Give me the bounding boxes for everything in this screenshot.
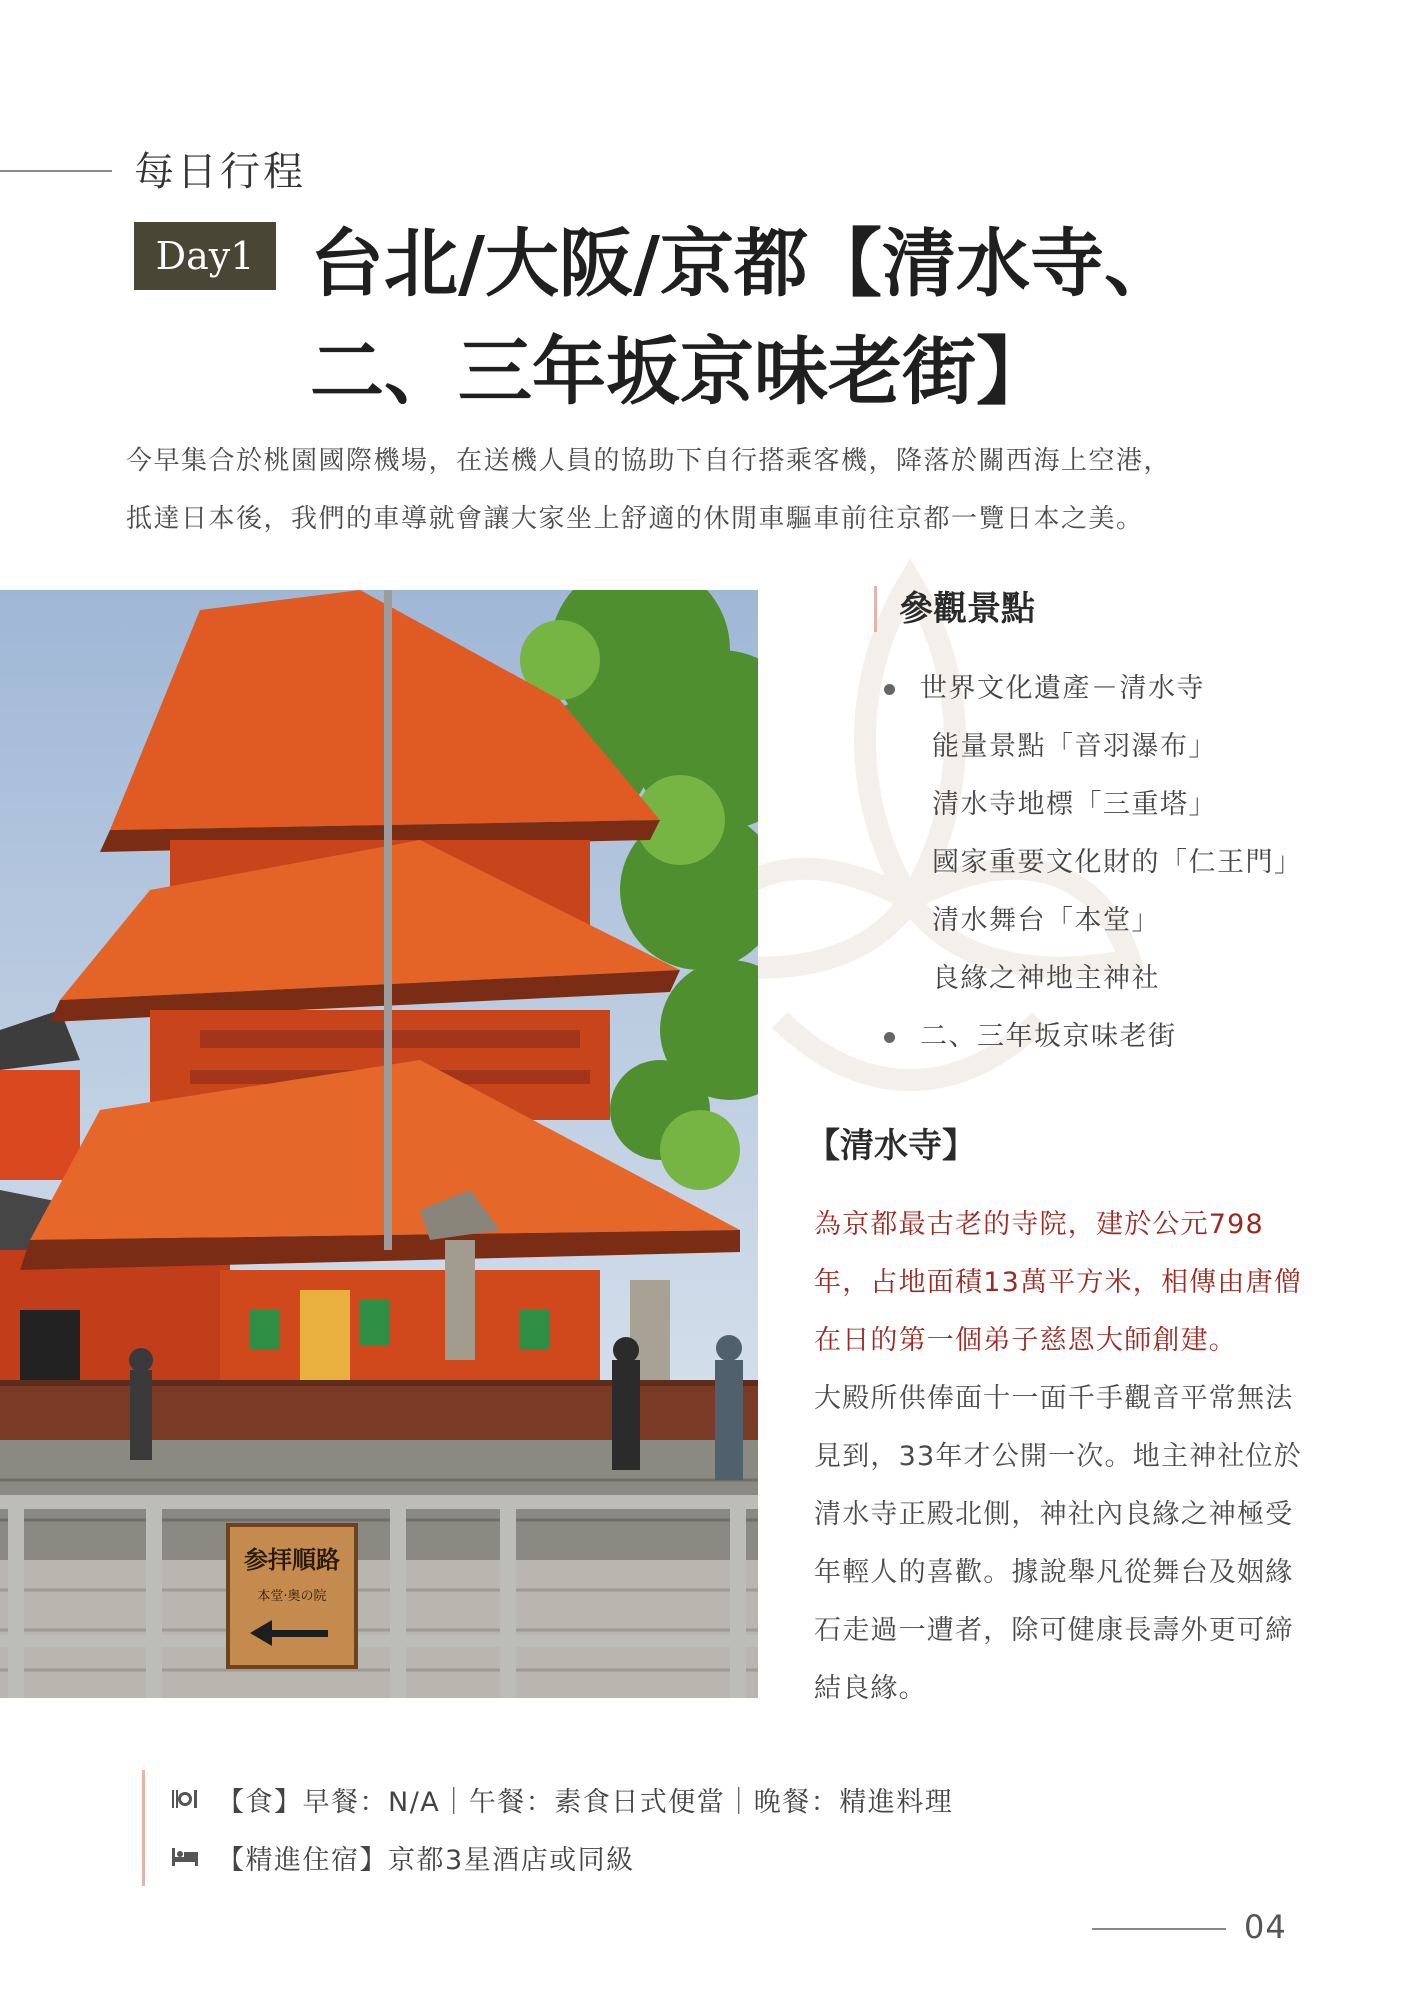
section-label: 每日行程: [134, 149, 306, 195]
footer-divider: [1092, 1928, 1226, 1930]
description-line: 年輕人的喜歡。據說舉凡從舞台及姻緣: [814, 1557, 1294, 1588]
highlight-line: 在日的第一個弟子慈恩大師創建。: [814, 1325, 1237, 1356]
list-item: 國家重要文化財的「仁王門」: [932, 847, 1303, 878]
list-item: 良緣之神地主神社: [932, 963, 1160, 994]
highlight-line: 年，占地面積13萬平方米，相傳由唐僧: [814, 1267, 1302, 1298]
highlight-line: 為京都最古老的寺院，建於公元798: [814, 1209, 1264, 1240]
page-title: [310, 210, 1310, 426]
page-number: 04: [1244, 1908, 1287, 1946]
description-line: 大殿所供俸面十一面千手觀音平常無法: [814, 1383, 1294, 1414]
title-line-2: 二、三年坂京味老街】: [310, 329, 1050, 415]
lodging-text: 【精進住宿】京都3星酒店或同級: [217, 1844, 635, 1876]
temple-description: [814, 1196, 1354, 1718]
description-line: 結良緣。: [814, 1673, 927, 1704]
meal-text: 【食】早餐：N/A｜午餐：素食日式便當｜晚餐：精進料理: [217, 1786, 954, 1818]
intro-paragraph: [126, 432, 1326, 548]
description-line: 見到，33年才公開一次。地主神社位於: [814, 1441, 1302, 1472]
dining-icon: [169, 1785, 201, 1813]
list-item: 清水舞台「本堂」: [932, 905, 1160, 936]
kiyomizu-pagoda-photo: [0, 590, 758, 1698]
meals-lodging-box: [142, 1770, 953, 1886]
list-item: 能量景點「音羽瀑布」: [932, 731, 1217, 762]
description-line: 石走過一遭者，除可健康長壽外更可締: [814, 1615, 1294, 1646]
intro-line-2: 抵達日本後，我們的車導就會讓大家坐上舒適的休閒車驅車前往京都一覽日本之美。: [126, 504, 1144, 534]
intro-line-1: 今早集合於桃園國際機場，在送機人員的協助下自行搭乘客機，降落於關西海上空港，: [126, 446, 1172, 476]
list-item: 世界文化遺產－清水寺: [880, 660, 1360, 718]
temple-heading: 【清水寺】: [806, 1126, 976, 1166]
top-divider: [0, 170, 112, 172]
day-badge: Day1: [134, 222, 276, 290]
attraction-list: [880, 660, 1360, 1066]
lodging-row: [169, 1828, 953, 1886]
title-line-1: 台北/大阪/京都【清水寺、: [310, 221, 1179, 307]
sign-subtitle-text: 本堂·奥の院: [257, 1589, 327, 1604]
attractions-heading: 參觀景點: [874, 586, 1035, 632]
sign-title-text: 参拝順路: [244, 1546, 340, 1574]
bed-icon: [169, 1843, 201, 1871]
description-line: 清水寺正殿北側，神社內良緣之神極受: [814, 1499, 1294, 1530]
meal-row: [169, 1770, 953, 1828]
list-item: 二、三年坂京味老街: [880, 1008, 1360, 1066]
list-item: 清水寺地標「三重塔」: [932, 789, 1217, 820]
